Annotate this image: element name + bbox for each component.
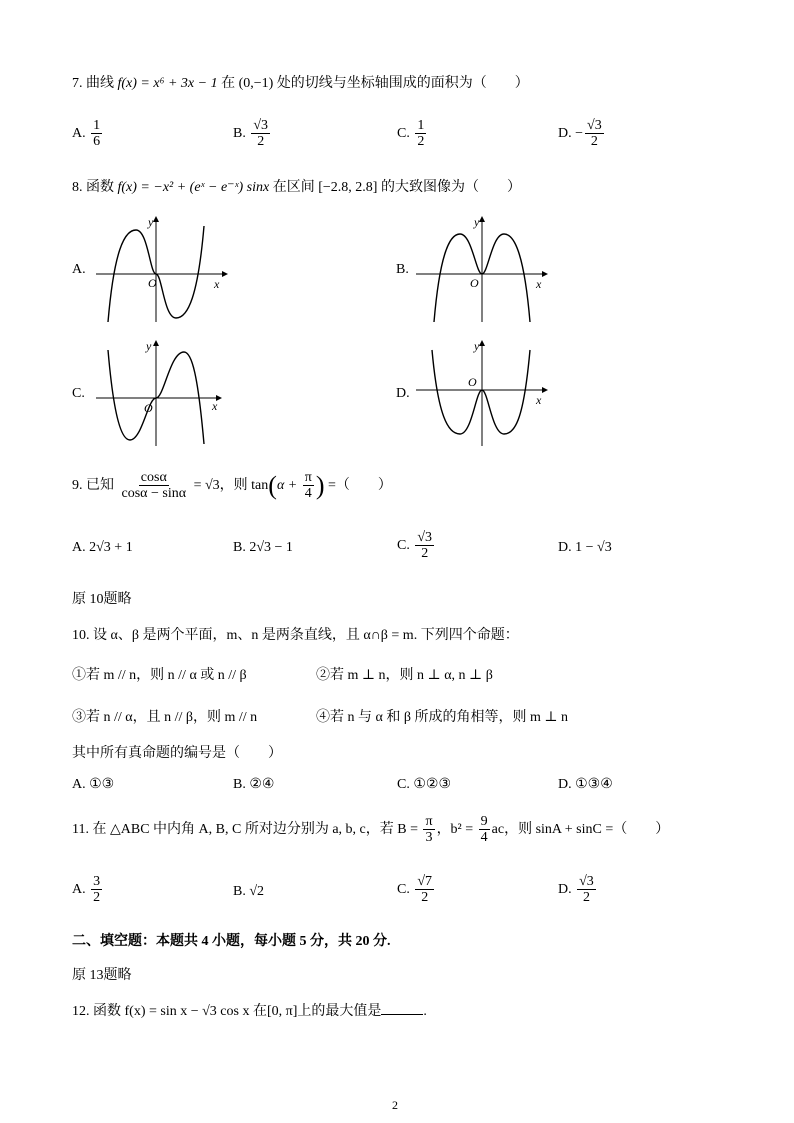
q8-graph-c bbox=[92, 336, 232, 448]
numerator: √3 bbox=[587, 118, 602, 133]
q8-graph-a-label: A. bbox=[72, 262, 86, 277]
q7-stem-c: 处的切线与坐标轴围成的面积为（ ） bbox=[276, 76, 529, 91]
q11-option-b bbox=[233, 884, 264, 900]
option-text: 2√3 + 1 bbox=[89, 540, 133, 555]
right-paren: ) bbox=[315, 470, 325, 500]
q12-stem-b: 上的最大值是 bbox=[297, 1004, 382, 1019]
numerator: π bbox=[425, 814, 433, 829]
q8-stem-b: 在区间 bbox=[272, 180, 315, 195]
q7-option-d bbox=[558, 118, 606, 150]
q7-option-c bbox=[397, 118, 428, 150]
q11-b-fraction bbox=[423, 814, 434, 846]
q8-interval: [−2.8, 2.8] bbox=[318, 180, 378, 195]
q8-graph-d-label: D. bbox=[396, 386, 410, 401]
option-label: A. bbox=[72, 777, 86, 792]
q12-stem-a: 12. 函数 f(x) = sin x − √3 cos x 在 bbox=[72, 1004, 267, 1019]
q7-func: f(x) = x⁶ + 3x − 1 bbox=[117, 76, 218, 91]
denominator: 4 bbox=[304, 486, 312, 502]
x-label: x bbox=[536, 277, 542, 291]
fraction bbox=[251, 118, 270, 150]
option-label: D. bbox=[558, 777, 572, 792]
y-arrow-icon bbox=[153, 216, 159, 222]
option-label: A. bbox=[72, 882, 86, 898]
q11-stem bbox=[72, 814, 669, 846]
q7-point: (0,−1) bbox=[238, 76, 274, 91]
numerator: 9 bbox=[480, 814, 488, 829]
numerator: cosα bbox=[140, 470, 167, 485]
q7-option-b bbox=[233, 118, 272, 150]
x-label: x bbox=[212, 399, 218, 413]
denominator: 2 bbox=[421, 546, 429, 562]
q12-stem bbox=[72, 1000, 427, 1020]
curve bbox=[432, 350, 530, 434]
option-label: A. bbox=[72, 126, 86, 142]
q10-option-c bbox=[397, 776, 451, 793]
q9-option-c bbox=[397, 530, 436, 562]
denominator: cosα − sinα bbox=[121, 486, 187, 502]
y-arrow-icon bbox=[479, 340, 485, 346]
q8-graph-c-label: C. bbox=[72, 386, 85, 401]
x-label: x bbox=[536, 393, 542, 407]
q7-stem bbox=[72, 72, 529, 92]
q10-option-b bbox=[233, 776, 274, 793]
origin-label: O bbox=[148, 276, 157, 290]
origin-label: O bbox=[144, 401, 153, 415]
q8-graph-d bbox=[412, 336, 552, 448]
fraction bbox=[415, 118, 426, 150]
option-label: B. bbox=[233, 777, 246, 792]
q9-tan: tan bbox=[251, 478, 269, 494]
q10-proposition-1: ①若 m // n，则 n // α 或 n // β bbox=[72, 668, 247, 683]
y-arrow-icon bbox=[153, 340, 159, 346]
option-label: D. bbox=[558, 882, 572, 898]
numerator: 1 bbox=[417, 118, 425, 133]
option-text: ①②③ bbox=[413, 777, 451, 792]
q8-graph-a bbox=[92, 212, 232, 324]
numerator: √3 bbox=[253, 118, 269, 133]
option-label: B. bbox=[233, 540, 246, 555]
option-text: √2 bbox=[249, 884, 265, 899]
q8-stem-c: 的大致图像为（ ） bbox=[380, 180, 521, 195]
fraction bbox=[415, 874, 434, 906]
y-label: y bbox=[146, 339, 152, 353]
q9-option-d bbox=[558, 540, 612, 556]
x-arrow-icon bbox=[542, 271, 548, 277]
page-number: 2 bbox=[392, 1098, 398, 1112]
option-text: ②④ bbox=[249, 777, 275, 792]
q11-stem-a: 11. 在 △ABC 中内角 A, B, C 所对边分别为 a, b, c，若 B = bbox=[72, 822, 418, 838]
option-label: C. bbox=[397, 882, 410, 898]
origin-label: O bbox=[470, 276, 479, 290]
option-label: C. bbox=[397, 777, 410, 792]
fraction bbox=[91, 118, 102, 150]
q11-option-c bbox=[397, 874, 436, 906]
denominator: 2 bbox=[582, 890, 590, 906]
q10-option-d bbox=[558, 776, 613, 793]
q8-stem bbox=[72, 176, 521, 196]
q11-option-a bbox=[72, 874, 104, 906]
q9-paren-a: α + bbox=[276, 478, 298, 494]
denominator: 2 bbox=[93, 890, 101, 906]
q7-option-a bbox=[72, 118, 104, 150]
y-arrow-icon bbox=[479, 216, 485, 222]
option-label: B. bbox=[233, 884, 246, 899]
q9-stem-c: =（ ） bbox=[328, 478, 392, 494]
q11-stem-c: ac，则 sinA + sinC =（ ） bbox=[491, 822, 670, 838]
q10-proposition-2: ②若 m ⊥ n，则 n ⊥ α, n ⊥ β bbox=[316, 668, 493, 683]
denominator: 6 bbox=[93, 134, 101, 150]
option-label: B. bbox=[233, 126, 246, 142]
q9-option-a bbox=[72, 540, 133, 556]
q9-fraction bbox=[120, 470, 189, 502]
q8-graph-b-label: B. bbox=[396, 262, 409, 277]
q10-stem: 10. 设 α、β 是两个平面，m、n 是两条直线，且 α∩β = m. 下列四个命题： bbox=[72, 628, 519, 643]
q7-stem-a: 7. 曲线 bbox=[72, 76, 114, 91]
q12-end: . bbox=[423, 1004, 427, 1019]
q9-option-b bbox=[233, 540, 293, 556]
numerator: √3 bbox=[417, 530, 433, 545]
y-label: y bbox=[148, 215, 154, 229]
numerator: π bbox=[304, 470, 312, 485]
option-label: D. bbox=[558, 540, 572, 555]
option-label: D. bbox=[558, 126, 572, 142]
q12-interval: [0, π] bbox=[266, 1004, 298, 1019]
q7-stem-b: 在 bbox=[221, 76, 236, 91]
numerator: 3 bbox=[93, 874, 101, 889]
denominator: 2 bbox=[417, 134, 425, 150]
fraction bbox=[415, 530, 434, 562]
fraction bbox=[585, 118, 604, 150]
denominator: 2 bbox=[421, 890, 429, 906]
option-label: C. bbox=[397, 538, 410, 554]
denominator: 4 bbox=[480, 830, 488, 846]
omit-10-note: 原 10题略 bbox=[72, 592, 132, 607]
denominator: 3 bbox=[425, 830, 433, 846]
answer-blank[interactable] bbox=[381, 1002, 423, 1015]
numerator: 1 bbox=[93, 118, 101, 133]
option-label: A. bbox=[72, 540, 86, 555]
origin-label: O bbox=[468, 375, 477, 389]
q11-c-fraction bbox=[479, 814, 490, 846]
x-arrow-icon bbox=[222, 271, 228, 277]
numerator: √3 bbox=[579, 874, 594, 889]
q8-func: f(x) = −x² + (eˣ − e⁻ˣ) sinx bbox=[117, 180, 270, 195]
q8-stem-a: 8. 函数 bbox=[72, 180, 114, 195]
option-text: 2√3 − 1 bbox=[249, 540, 293, 555]
option-label: C. bbox=[397, 126, 410, 142]
option-prefix: − bbox=[575, 126, 584, 142]
x-arrow-icon bbox=[542, 387, 548, 393]
y-label: y bbox=[474, 339, 480, 353]
q10-option-a bbox=[72, 776, 114, 793]
fraction bbox=[577, 874, 596, 906]
q11-stem-b: ，b² = bbox=[436, 822, 474, 838]
q10-proposition-4: ④若 n 与 α 和 β 所成的角相等，则 m ⊥ n bbox=[316, 710, 569, 725]
omit-13-note: 原 13题略 bbox=[72, 968, 132, 983]
q9-stem bbox=[72, 470, 392, 502]
q8-graph-b bbox=[412, 212, 552, 324]
left-paren: ( bbox=[268, 470, 277, 500]
q9-pi-fraction bbox=[303, 470, 314, 502]
q9-eq: = √3，则 bbox=[193, 478, 248, 494]
fraction bbox=[91, 874, 102, 906]
numerator: √7 bbox=[417, 874, 433, 889]
denominator: 2 bbox=[590, 134, 598, 150]
section-2-heading: 二、填空题：本题共 4 小题，每小题 5 分，共 20 分. bbox=[72, 934, 391, 949]
q9-stem-a: 9. 已知 bbox=[72, 478, 114, 494]
denominator: 2 bbox=[257, 134, 265, 150]
y-label: y bbox=[474, 215, 480, 229]
option-text: ①③ bbox=[89, 777, 115, 792]
q10-proposition-3: ③若 n // α，且 n // β，则 m // n bbox=[72, 710, 258, 725]
x-label: x bbox=[214, 277, 220, 291]
q11-option-d bbox=[558, 874, 598, 906]
q10-ask: 其中所有真命题的编号是（ ） bbox=[72, 746, 282, 761]
option-text: 1 − √3 bbox=[575, 540, 612, 555]
option-text: ①③④ bbox=[575, 777, 613, 792]
